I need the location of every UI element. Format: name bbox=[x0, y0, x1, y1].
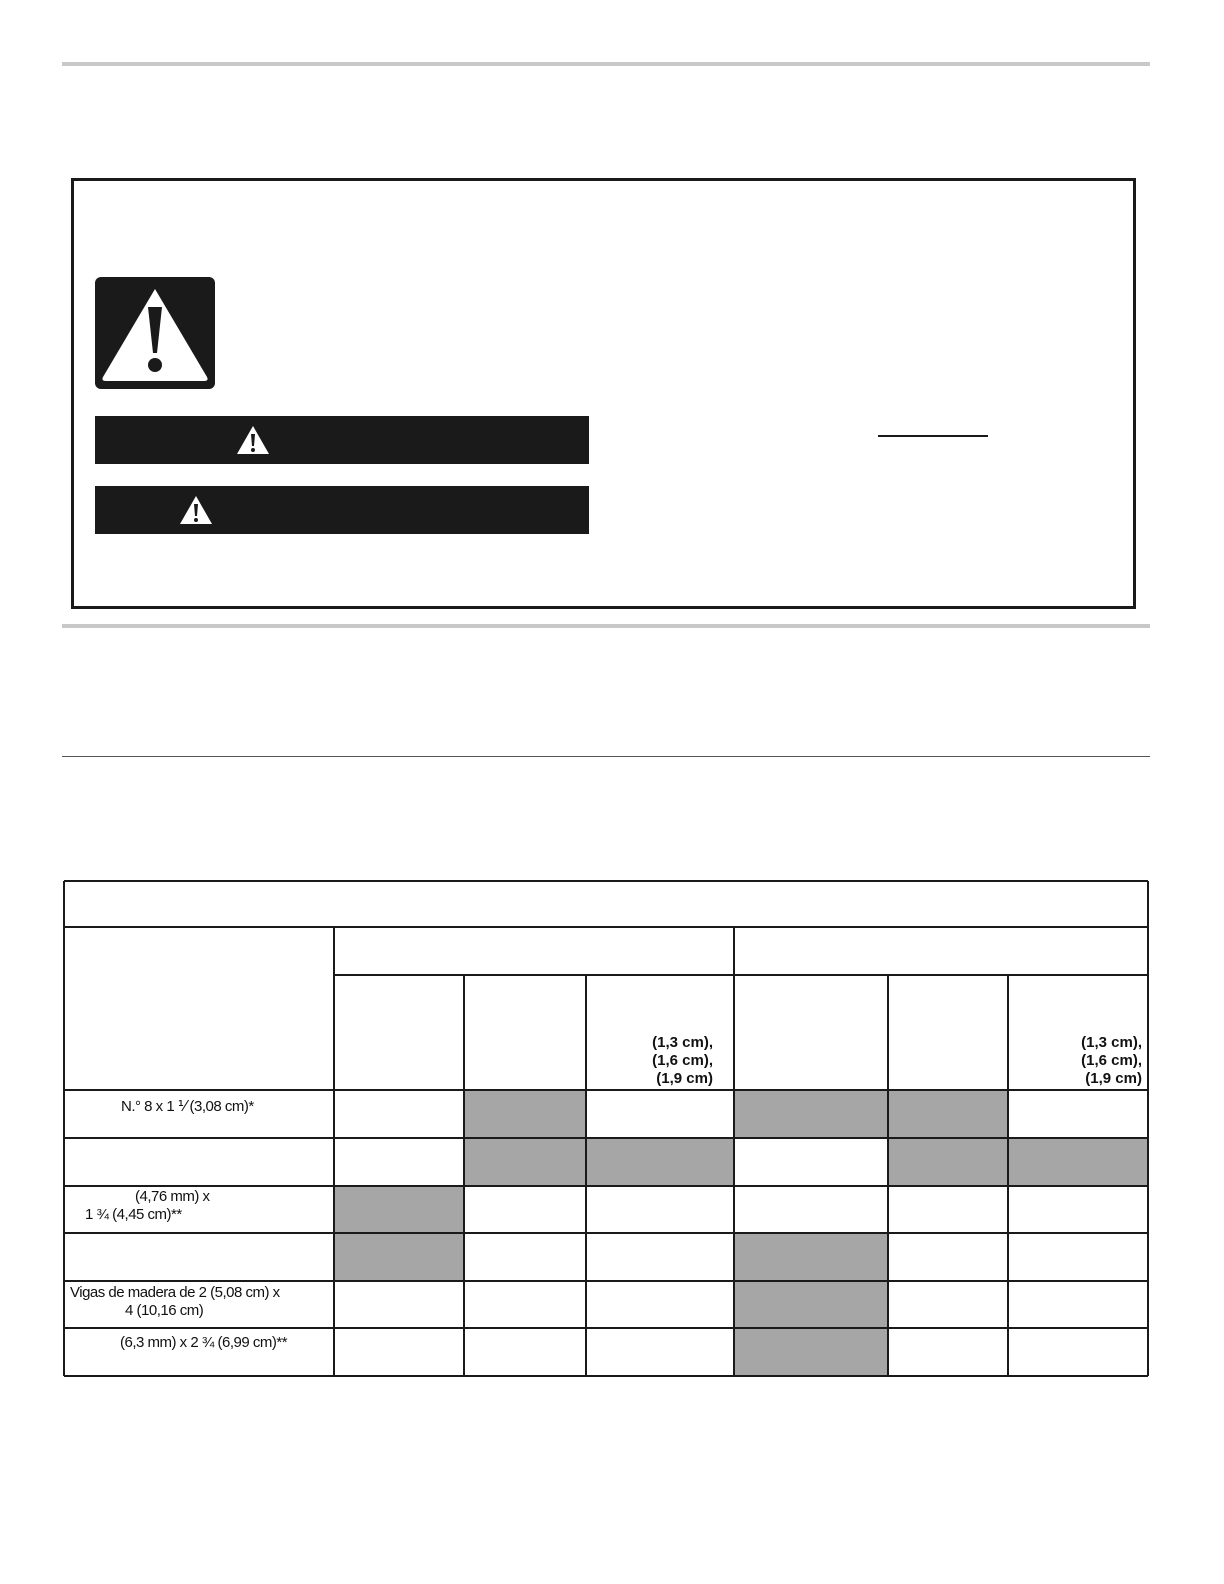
caution-triangle-icon bbox=[179, 494, 213, 526]
table-grid bbox=[63, 880, 1149, 1377]
shaded-cell bbox=[734, 1233, 888, 1281]
underlined-reference bbox=[878, 435, 988, 437]
warning-signal-bar bbox=[95, 486, 589, 534]
row-label-screw-8: N.° 8 x 1 ⅟ (3,08 cm)* bbox=[121, 1098, 254, 1115]
shaded-cell bbox=[734, 1281, 888, 1328]
row-label-line1: (4,76 mm) x bbox=[135, 1188, 210, 1205]
shaded-cell bbox=[464, 1090, 586, 1138]
row-label-wood-studs-line1: Vigas de madera de 2 (5,08 cm) x bbox=[70, 1284, 280, 1301]
row-label-line2: 1 ¾ (4,45 cm)** bbox=[85, 1206, 182, 1223]
row-label-bolt: (6,3 mm) x 2 ¾ (6,99 cm)** bbox=[120, 1334, 288, 1351]
safety-information-box bbox=[71, 178, 1136, 609]
shaded-cell bbox=[1008, 1138, 1148, 1186]
section-rule bbox=[62, 624, 1150, 628]
row-label-wood-studs-line2: 4 (10,16 cm) bbox=[125, 1302, 204, 1319]
shaded-cell bbox=[734, 1090, 888, 1138]
fastener-table bbox=[63, 880, 1149, 1377]
danger-signal-bar bbox=[95, 416, 589, 464]
shaded-cell bbox=[888, 1090, 1008, 1138]
shaded-cell bbox=[586, 1138, 734, 1186]
shaded-cell bbox=[734, 1328, 888, 1376]
header-sizes-group2: (1,3 cm), (1,6 cm), (1,9 cm) bbox=[1081, 1034, 1142, 1087]
safety-alert-symbol bbox=[95, 277, 215, 389]
danger-triangle-icon bbox=[236, 424, 270, 456]
subsection-rule bbox=[62, 756, 1150, 757]
shaded-cell bbox=[334, 1186, 464, 1233]
header-sizes-group1: (1,3 cm), (1,6 cm), (1,9 cm) bbox=[652, 1034, 713, 1087]
shaded-cell bbox=[464, 1138, 586, 1186]
shaded-cell bbox=[888, 1138, 1008, 1186]
top-rule bbox=[62, 62, 1150, 66]
shaded-cell bbox=[334, 1233, 464, 1281]
